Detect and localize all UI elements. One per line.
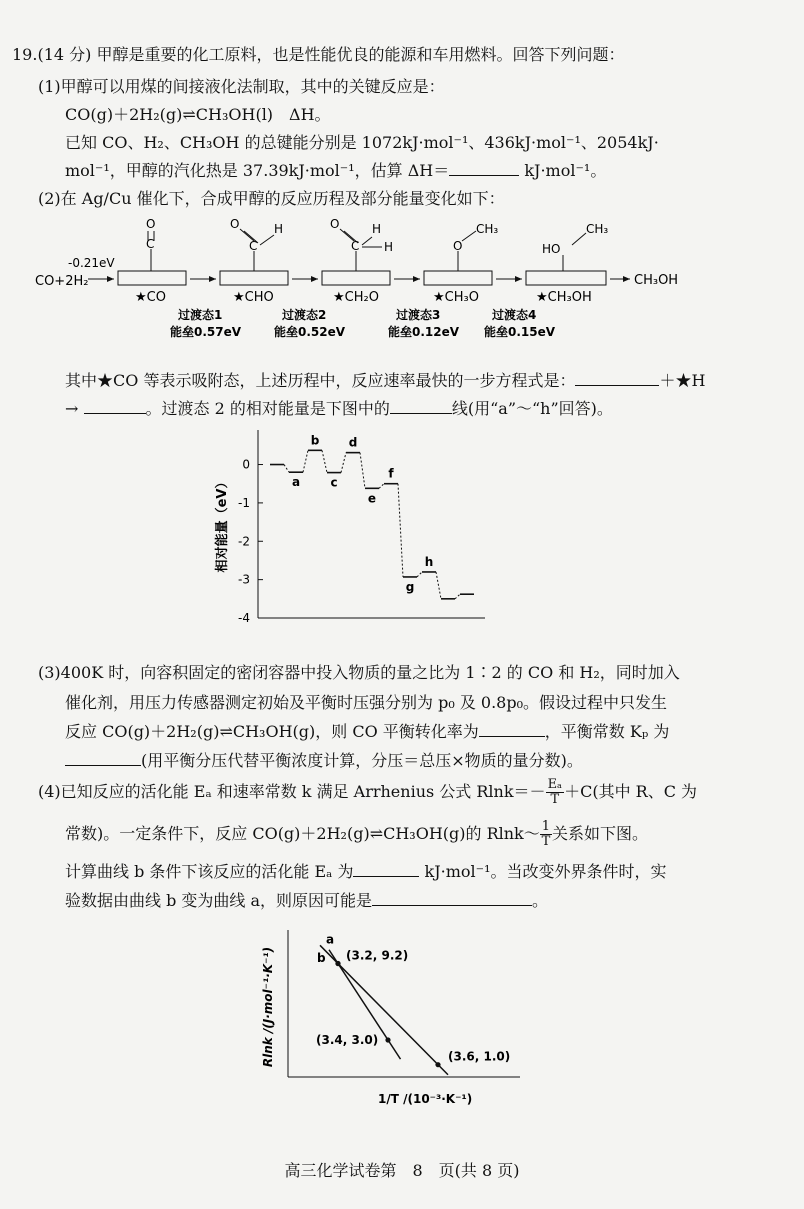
group-ch3-4: CH₃ [476, 222, 499, 236]
ts4-name: 过渡态4 [492, 308, 537, 322]
ts1-name: 过渡态1 [178, 308, 223, 322]
bond-cho-4 [260, 235, 274, 245]
atom-o-3: O [330, 217, 340, 231]
group-ho-5: HO [542, 242, 561, 256]
part4-line3a: 计算曲线 b 条件下该反应的活化能 Eₐ 为 [65, 862, 354, 881]
answer-blank-dH[interactable] [449, 159, 519, 176]
part2-q1-line1 [65, 368, 705, 391]
part4-line1a: 已知反应的活化能 Eₐ 和速率常数 k 满足 Arrhenius 公式 Rlnk＝－ [60, 782, 546, 801]
answer-blank-ea[interactable] [353, 860, 419, 877]
energy-ytick-label: -1 [238, 495, 250, 510]
energy-line-label-e: e [367, 491, 377, 506]
energy-connector [436, 572, 441, 599]
bond-ch2o-4 [362, 237, 372, 245]
frac2-den: T [541, 834, 551, 849]
atom-c-2: C [249, 239, 258, 253]
mech-end: CH₃OH [634, 273, 679, 288]
part4-line1 [38, 778, 697, 807]
part3-line4 [65, 748, 583, 771]
part4-label: (4) [38, 782, 61, 801]
part2-q1d: 。过渡态 2 的相对能量是下图中的 [145, 399, 390, 418]
atom-c-1: C [146, 237, 155, 251]
surface-box-1 [118, 271, 186, 285]
arrhenius-annotation-2: (3.4, 3.0) [316, 1033, 379, 1047]
energy-connector [379, 484, 384, 489]
energy-ytick-label: -2 [238, 534, 250, 549]
part3-line3 [65, 719, 669, 742]
part3-line3a: 反应 CO(g)＋2H₂(g)⇌CH₃OH(g)，则 CO 平衡转化率为 [65, 722, 479, 741]
question-points: (14 分) [37, 45, 92, 64]
part4-line2 [65, 820, 648, 849]
species-4: ★CH₃O [433, 290, 479, 305]
part2-text: 在 Ag/Cu 催化下，合成甲醇的反应历程及部分能量变化如下： [60, 189, 505, 208]
energy-profile-chart [210, 422, 500, 632]
energy-connector [303, 450, 308, 472]
surface-box-5 [526, 271, 606, 285]
part3-line2: 催化剂，用压力传感器测定初始及平衡时压强分别为 p₀ 及 0.8p₀。假设过程中只发生 [65, 693, 668, 712]
part2-q1c: → [65, 399, 79, 418]
question-header [12, 42, 625, 65]
part1-line2 [65, 158, 606, 181]
energy-connector [417, 572, 422, 577]
ts3-name: 过渡态3 [396, 308, 441, 322]
energy-ytick-label: -3 [238, 572, 250, 587]
energy-ytick-label: -4 [238, 611, 250, 625]
part1-label: (1) [38, 77, 61, 96]
arrhenius-curve-label-a: a [326, 932, 335, 947]
arrhenius-xlabel: 1/T /(10⁻³·K⁻¹) [378, 1092, 473, 1106]
ts2-name: 过渡态2 [282, 308, 327, 322]
surface-box-3 [322, 271, 390, 285]
fraction-ea-t [546, 778, 565, 807]
ts4-barrier: 能垒0.15eV [484, 325, 556, 339]
arrhenius-point [435, 1062, 440, 1067]
page-footer: 高三化学试卷第 8 页(共 8 页) [284, 1161, 520, 1180]
atom-h-3a: H [372, 222, 382, 236]
answer-blank-kp[interactable] [65, 749, 141, 766]
arrhenius-curve-label-b: b [317, 950, 326, 965]
energy-connector [341, 453, 346, 473]
ts3-barrier: 能垒0.12eV [388, 325, 460, 339]
part4-line2b: 关系如下图。 [552, 824, 649, 843]
part4-line4-text: 验数据由曲线 b 变为曲线 a，则原因可能是 [65, 891, 373, 910]
answer-blank-ts2-line[interactable] [390, 397, 452, 414]
part2-intro [38, 186, 505, 209]
atom-o-4: O [453, 239, 463, 253]
surface-box-4 [424, 271, 492, 285]
part2-q1b: ＋★H [659, 371, 706, 390]
energy-line-label-a: a [291, 475, 301, 490]
arrhenius-ylabel: Rlnk /(J·mol⁻¹·K⁻¹) [261, 946, 275, 1068]
atom-o-1: O [146, 217, 156, 231]
part4-line3 [65, 859, 667, 882]
part4-line3b: kJ·mol⁻¹。当改变外界条件时，实 [419, 862, 667, 881]
group-ch3-5: CH₃ [586, 222, 609, 236]
bond-ch3o-2 [462, 231, 476, 241]
mech-barrier0: -0.21eV [68, 256, 115, 270]
question-intro: 甲醇是重要的化工原料，也是性能优良的能源和车用燃料。回答下列问题： [96, 45, 625, 64]
atom-o-2: O [230, 217, 240, 231]
energy-ytick-label: 0 [242, 457, 250, 472]
fraction-1-t [540, 820, 552, 849]
species-2: ★CHO [233, 290, 274, 305]
ts1-barrier: 能垒0.57eV [170, 325, 242, 339]
part1-text: 甲醇可以用煤的间接液化法制取，其中的关键反应是： [60, 77, 445, 96]
part3-line1-text: 400K 时，向容积固定的密闭容器中投入物质的量之比为 1∶2 的 CO 和 H₂，同时加入 [60, 663, 680, 682]
mech-start: CO+2H₂ [35, 274, 89, 289]
question-number: 19. [12, 45, 38, 64]
arrhenius-point [335, 961, 340, 966]
frac1-den: T [550, 792, 560, 807]
part3-line3b: ，平衡常数 Kₚ 为 [544, 722, 670, 741]
part1-line1: 已知 CO、H₂、CH₃OH 的总键能分别是 1072kJ·mol⁻¹、436kJ·mol⁻¹、2054kJ· [65, 133, 659, 152]
energy-connector [322, 450, 327, 472]
energy-connector [455, 594, 460, 599]
species-5: ★CH₃OH [536, 290, 592, 305]
part1-line2b: kJ·mol⁻¹。 [519, 161, 607, 180]
arrhenius-annotation-3: (3.6, 1.0) [448, 1049, 511, 1064]
answer-blank-step-product[interactable] [84, 397, 146, 414]
bond-ch3oh-2 [572, 233, 586, 245]
energy-line-label-f: f [388, 466, 394, 481]
species-1: ★CO [135, 290, 166, 305]
arrhenius-annotation-1: (3.2, 9.2) [346, 948, 409, 963]
energy-line-label-c: c [330, 475, 338, 490]
energy-line-label-d: d [348, 435, 358, 450]
part3-line4-text: (用平衡分压代替平衡浓度计算，分压＝总压×物质的量分数)。 [141, 751, 583, 770]
surface-box-2 [220, 271, 288, 285]
arrhenius-point [385, 1037, 390, 1042]
answer-blank-step-reactant[interactable] [575, 369, 659, 386]
energy-connector [398, 484, 403, 577]
energy-connector [284, 465, 289, 473]
answer-blank-reason[interactable] [372, 889, 532, 906]
ts2-barrier: 能垒0.52eV [274, 325, 346, 339]
atom-h-2: H [274, 222, 284, 236]
part1-equation: CO(g)＋2H₂(g)⇌CH₃OH(l) ΔH。 [65, 105, 331, 124]
part2-q1a: 其中★CO 等表示吸附态，上述历程中，反应速率最快的一步方程式是： [65, 371, 576, 390]
part2-q1-line2 [65, 396, 613, 419]
atom-h-3b: H [384, 240, 394, 254]
part2-q1e: 线(用“a”～“h”回答)。 [451, 399, 613, 418]
frac1-num: Eₐ [547, 777, 563, 792]
part1-line-intro [38, 74, 445, 97]
part2-label: (2) [38, 189, 61, 208]
energy-line-label-h: h [424, 554, 434, 569]
part4-end-mark: 。 [532, 891, 549, 910]
species-3: ★CH₂O [333, 290, 379, 305]
part3-label: (3) [38, 663, 61, 682]
energy-line-label-b: b [310, 433, 320, 448]
answer-blank-conversion[interactable] [479, 720, 545, 737]
part4-line4 [65, 888, 548, 911]
energy-ylabel: 相对能量（eV） [215, 475, 230, 573]
part1-line2a: mol⁻¹，甲醇的汽化热是 37.39kJ·mol⁻¹，估算 ΔH＝ [65, 161, 450, 180]
frac2-num: 1 [541, 819, 551, 834]
part3-line1 [38, 660, 680, 683]
atom-c-3: C [351, 239, 360, 253]
mechanism-diagram [30, 215, 710, 345]
energy-line-label-g: g [405, 579, 415, 594]
part4-line2a: 常数)。一定条件下，反应 CO(g)＋2H₂(g)⇌CH₃OH(g)的 Rlnk～ [65, 824, 540, 843]
part4-line1b: ＋C(其中 R、C 为 [564, 782, 698, 801]
arrhenius-chart [250, 922, 540, 1137]
energy-connector [360, 453, 365, 489]
